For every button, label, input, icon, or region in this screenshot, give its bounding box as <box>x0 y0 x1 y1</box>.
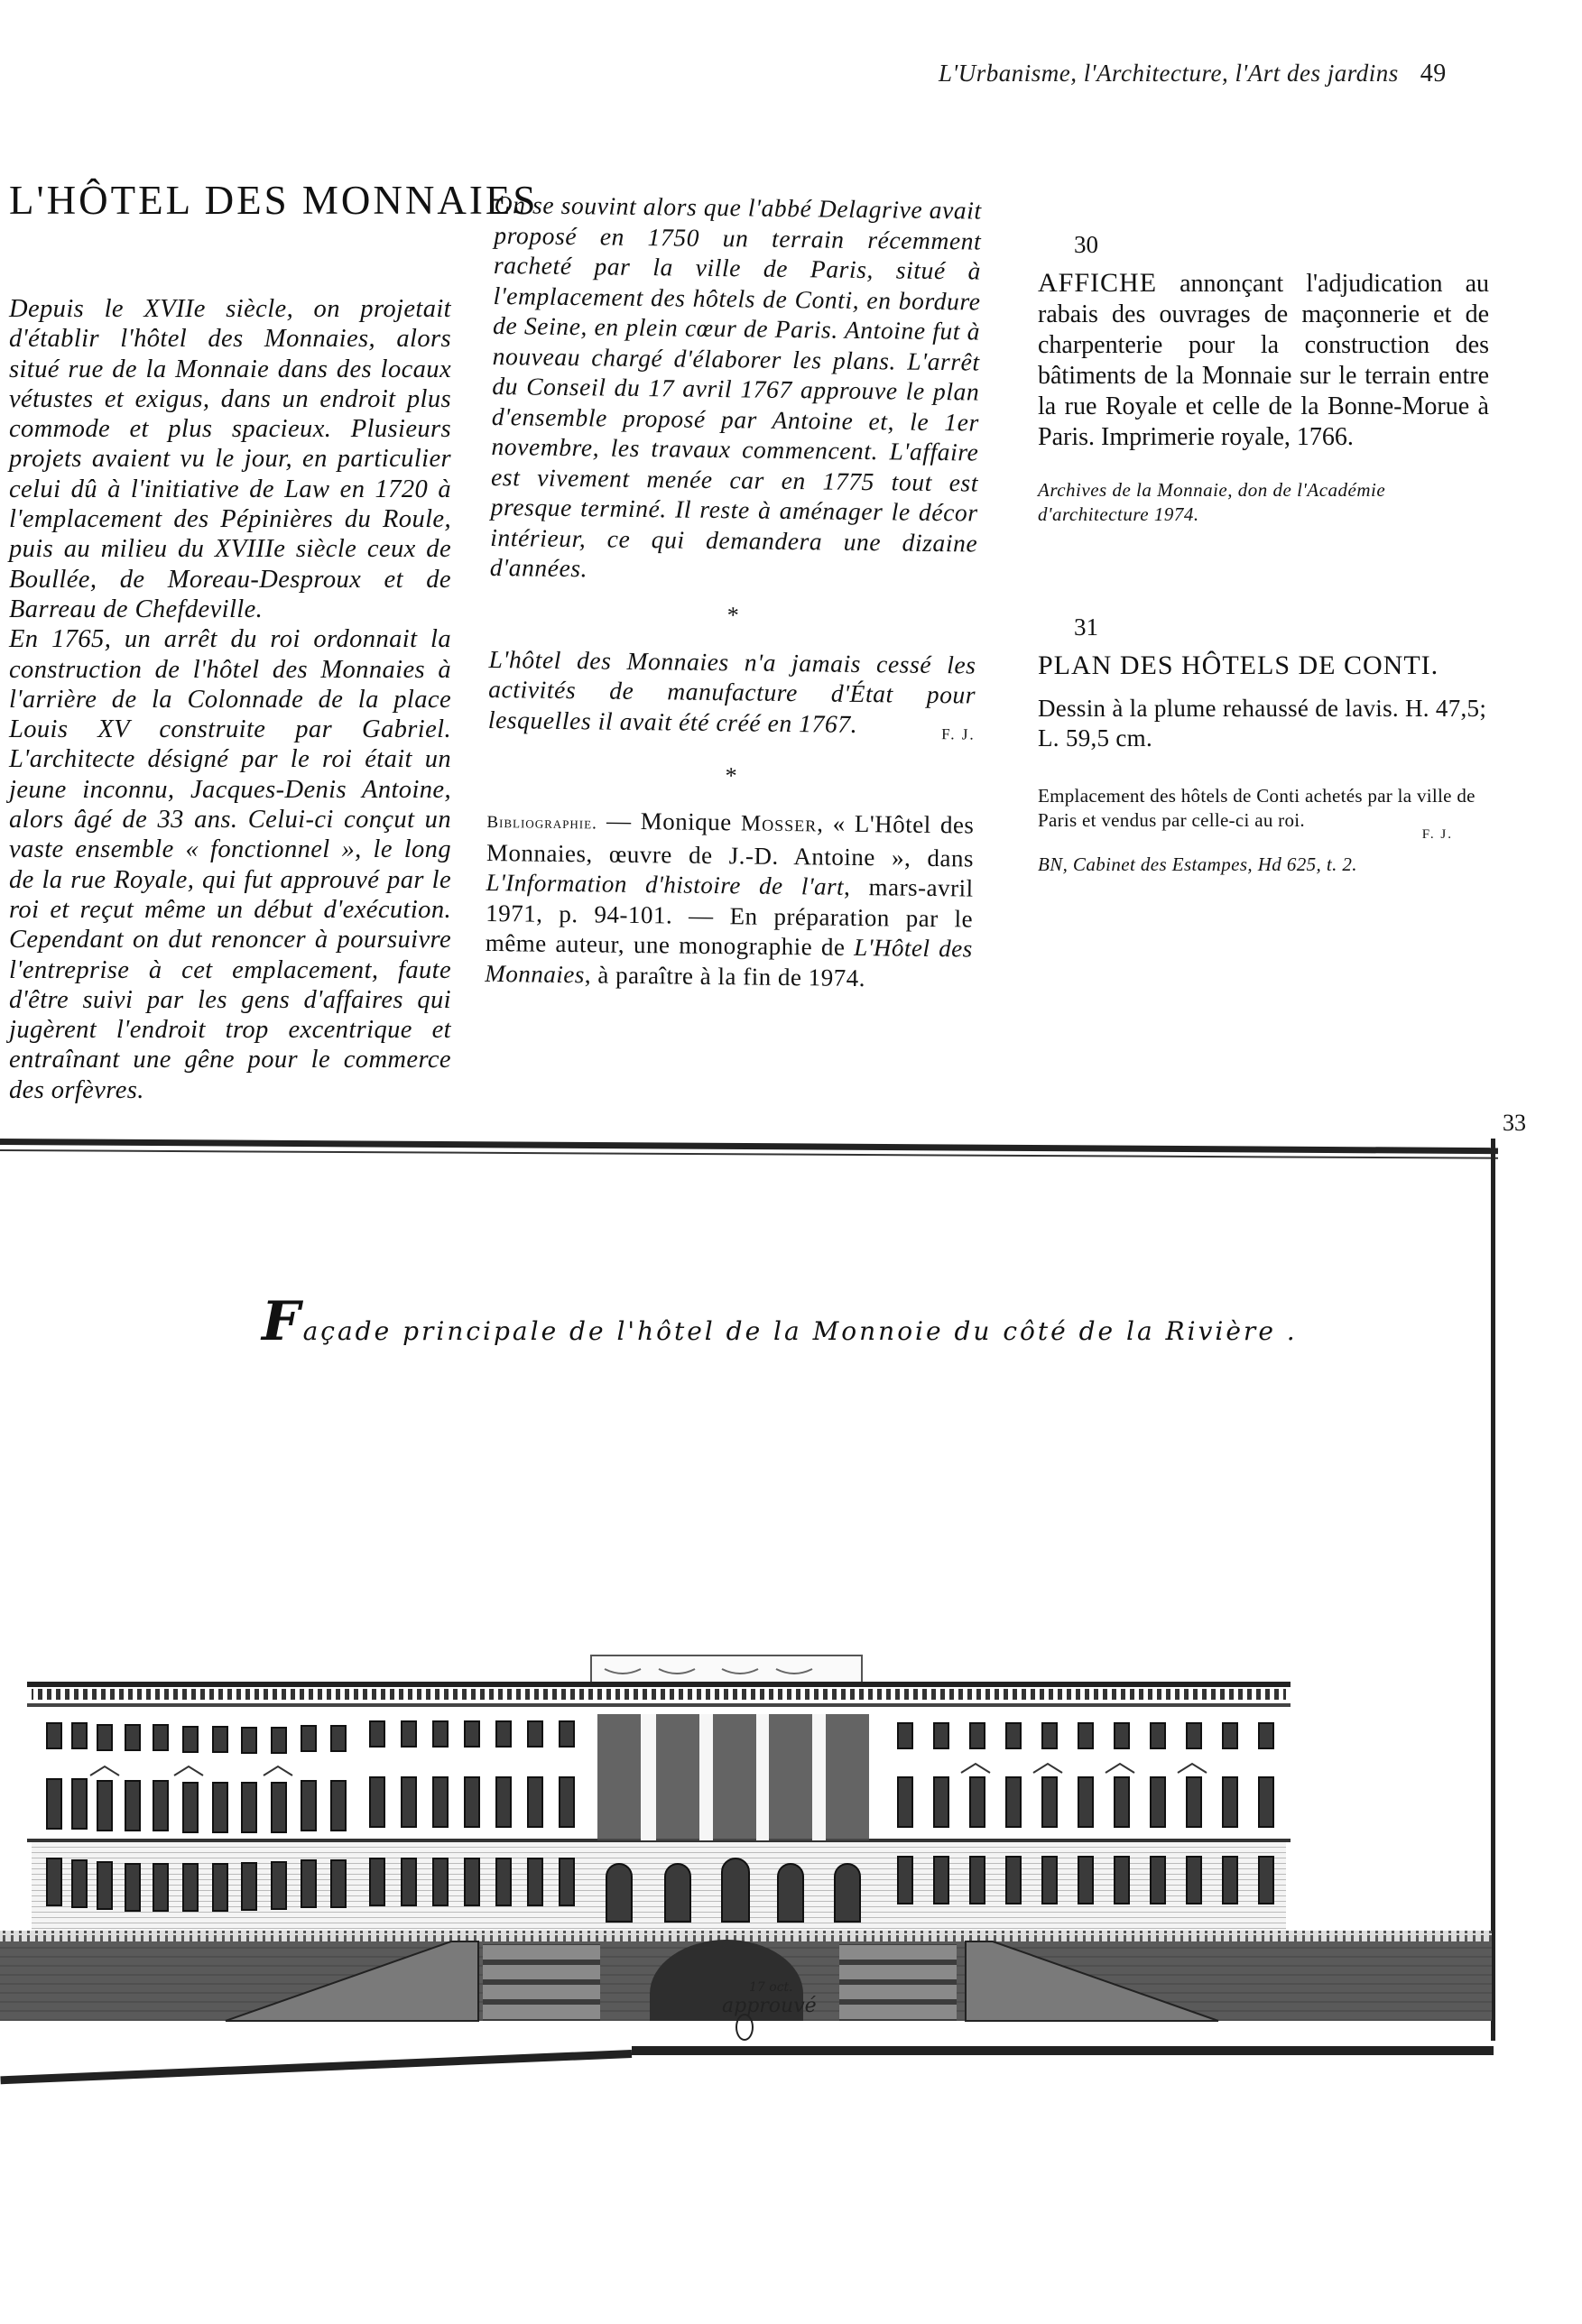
running-head <box>939 60 1552 88</box>
bibliography-label: Bibliographie. <box>486 812 597 834</box>
bibliography-text: , « L'Hôtel des Monnaies, œuvre de J.-D. Antoine », dans <box>486 809 975 872</box>
section-title-main: MONNAIES <box>301 178 539 223</box>
bibliography <box>485 805 974 995</box>
entry-title <box>1038 268 1489 453</box>
entry-source: BN, Cabinet des Estampes, Hd 625, t. 2. <box>1038 853 1357 875</box>
bibliography-text: , à paraître à la fin de 1974. <box>584 960 866 991</box>
left-body <box>9 294 451 1105</box>
plate-border-bottom-left <box>0 2050 632 2084</box>
running-head-title: L'Urbanisme, l'Architecture, l'Art des jardins <box>939 60 1399 87</box>
plate-border-bottom-right <box>632 2046 1494 2055</box>
catalog-entry-31 <box>1038 613 1489 876</box>
bibliography-text: , mars-avril 1971, p. 94-101. — En préparation par le même auteur, une monographie de <box>485 872 974 961</box>
entry-number: 31 <box>1074 613 1098 641</box>
paragraph: En 1765, un arrêt du roi ordonnait la construction de l'hôtel des Monnaies à l'arrière de la Colonnade de la place Louis XV construite par Gabriel. L'architecte désigné par le roi était un jeune inconnu, Jacques-Denis Antoine, alors âgé de 33 ans. Celui-ci conçut un vaste ensemble « fonctionnel », le long de la rue Royale, qui fut approuvé par le roi et reçut même un début d'exécution. Cependant on dut renoncer à poursuivre l'entreprise à cet emplacement, faute d'être suivi par les gens d'affaires qui jugèrent l'endroit trop excentrique et entraînant une gêne pour le commerce des orfèvres. <box>9 625 451 1104</box>
left-column <box>9 177 539 1105</box>
author-initials: F. J. <box>1421 827 1453 842</box>
caption-flourish-letter: F <box>262 1290 303 1353</box>
plate-annotation <box>722 1980 817 2017</box>
entry-title: PLAN DES HÔTELS DE CONTI. <box>1038 650 1439 680</box>
paragraph <box>487 643 976 743</box>
seal-mark-icon <box>735 2014 754 2041</box>
middle-column <box>485 189 982 995</box>
bibliography-author: Mosser <box>740 811 818 837</box>
entry-title-caps: AFFICHE <box>1038 268 1158 298</box>
caption-text: açade principale de l'hôtel de la Monnoie du côté de la Rivière . <box>302 1316 1298 1346</box>
section-title-prefix: L'HÔTEL DES <box>9 178 302 223</box>
right-column <box>1038 231 1489 876</box>
bibliography-book: L'Hôtel des Monnaies <box>485 933 973 988</box>
page-number: 49 <box>1420 60 1447 88</box>
entry-source: Archives de la Monnaie, don de l'Académie d'architecture 1974. <box>1038 479 1386 525</box>
facade-drawing <box>0 1588 1492 2039</box>
entry-number: 30 <box>1074 231 1098 258</box>
dash: — <box>597 807 641 835</box>
catalog-entry-30 <box>1038 231 1489 527</box>
bibliography-text: Monique <box>640 807 742 836</box>
entry-description: Dessin à la plume rehaussé de lavis. H. 47,5; L. 59,5 cm. <box>1038 695 1487 752</box>
entry-title-rest: annonçant l'adjudication au rabais des ouvrages de maçonnerie et de charpenterie pour la construction des bâtiments de la Monnaie sur le terrain entre la rue Royale et celle de la Bonne-Morue à Paris. Imprimerie royale, 1766. <box>1038 270 1489 451</box>
plate-caption <box>262 1290 1298 1353</box>
annotation-approval: approuvé <box>722 1995 817 2017</box>
author-initials: F. J. <box>941 724 976 743</box>
entry-note: Emplacement des hôtels de Conti achetés par la ville de Paris et vendus par celle-ci au roi. <box>1038 785 1476 831</box>
section-title <box>9 177 539 224</box>
figure-number: 33 <box>1503 1110 1526 1136</box>
separator-asterisk: * <box>726 601 739 628</box>
annotation-date: 17 oct. <box>749 1980 793 1995</box>
bibliography-journal: L'Information d'histoire de l'art <box>486 868 845 900</box>
paragraph: Depuis le XVIIe siècle, on projetait d'établir l'hôtel des Monnaies, alors situé rue de la Monnaie dans des locaux vétustes et exigus, dans un endroit plus commode et plus spacieux. Plusieurs projets avaient vu le jour, en particulier celui dû à l'initiative de Law en 1720 à l'emplacement des Pépinières du Roule, puis au milieu du XVIIIe siècle ceux de Boullée, de Moreau-Desproux et de Barreau de Chefdeville. <box>9 295 451 623</box>
separator-asterisk: * <box>725 762 737 789</box>
paragraph-text: L'hôtel des Monnaies n'a jamais cessé les activités de manufacture d'État pour lesquelles il avait été créé en 1767. <box>487 644 976 738</box>
paragraph: On se souvint alors que l'abbé Delagrive avait proposé en 1750 un terrain récemment racheté par la ville de Paris, situé à l'emplacement des hôtels de Conti, en bordure de Seine, en plein cœur de Paris. Antoine fut à nouveau chargé d'élaborer les plans. L'arrêt du Conseil du 17 avril 1767 approuve le plan d'ensemble proposé par Antoine et, le 1er novembre, les travaux commencent. L'affaire est vivement menée car en 1775 tout est presque terminé. Il reste à aménager le décor intérieur, ce qui demandera une dizaine d'années. <box>489 189 982 583</box>
